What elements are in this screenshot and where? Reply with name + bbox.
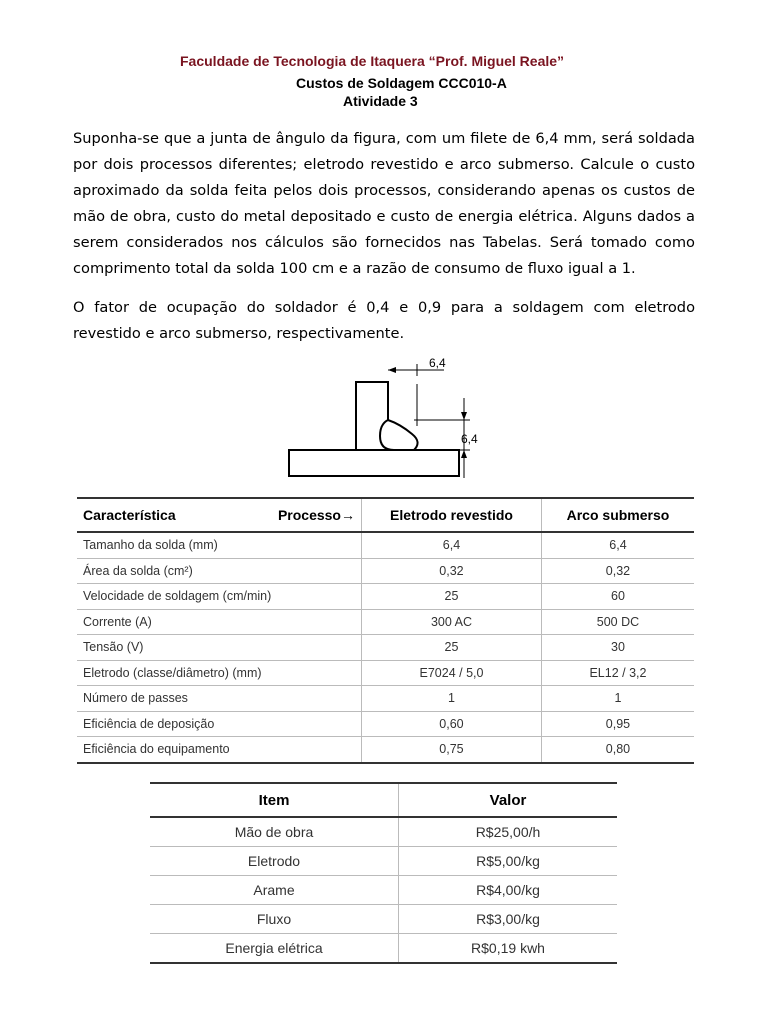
header-process-label: Processo→ xyxy=(277,507,355,523)
header-eletrodo: Eletrodo revestido xyxy=(362,498,542,532)
process-characteristics-table xyxy=(77,497,694,764)
item-value: R$0,19 kwh xyxy=(399,934,618,964)
table-row xyxy=(77,558,694,584)
value-arco: 500 DC xyxy=(541,609,694,635)
value-eletrodo: 25 xyxy=(362,584,542,610)
activity-title: Atividade 3 xyxy=(343,93,418,109)
row-label: Eletrodo (classe/diâmetro) (mm) xyxy=(77,660,362,686)
row-label: Área da solda (cm²) xyxy=(77,558,362,584)
value-arco: 6,4 xyxy=(541,532,694,558)
table-row xyxy=(77,584,694,610)
institution-title: Faculdade de Tecnologia de Itaquera “Prof. Miguel Reale” xyxy=(180,53,565,69)
table-row xyxy=(77,711,694,737)
table-row xyxy=(150,934,617,964)
header-arco: Arco submerso xyxy=(541,498,694,532)
table-row xyxy=(77,660,694,686)
value-eletrodo: 0,60 xyxy=(362,711,542,737)
value-arco: 0,32 xyxy=(541,558,694,584)
problem-paragraph: Suponha-se que a junta de ângulo da figura, com um filete de 6,4 mm, será soldada por dois processos diferentes; eletrodo revestido e arco submerso. Calcule o custo aproximado da solda feita pelos dois processos, considerando apenas os custos de mão de obra, custo do metal depositado e custo de energia elétrica. Alguns dados a serem considerados nos cálculos são fornecidos nas Tabelas. Será tomado como comprimento total da solda 100 cm e a razão de consumo de fluxo igual a 1. xyxy=(73,130,695,277)
row-label: Número de passes xyxy=(77,686,362,712)
occupation-paragraph: O fator de ocupação do soldador é 0,4 e 0,9 para a soldagem com eletrodo revestido e arco submerso, respectivamente. xyxy=(73,299,695,342)
header-item: Item xyxy=(150,783,399,817)
row-label: Eficiência do equipamento xyxy=(77,737,362,763)
table-row xyxy=(150,817,617,847)
base-plate xyxy=(289,450,459,476)
item-value: R$25,00/h xyxy=(399,817,618,847)
header-characteristic-label: Característica xyxy=(83,507,176,523)
table-header-row xyxy=(77,498,694,532)
table-header-row xyxy=(150,783,617,817)
row-label: Eficiência de deposição xyxy=(77,711,362,737)
cost-items-table xyxy=(150,782,617,964)
value-eletrodo: 300 AC xyxy=(362,609,542,635)
table-row xyxy=(150,847,617,876)
row-label: Tensão (V) xyxy=(77,635,362,661)
item-value: R$3,00/kg xyxy=(399,905,618,934)
dim-label-top: 6,4 xyxy=(429,356,446,370)
item-value: R$4,00/kg xyxy=(399,876,618,905)
table-row xyxy=(150,876,617,905)
table-row xyxy=(77,737,694,763)
table-row xyxy=(150,905,617,934)
item-label: Arame xyxy=(150,876,399,905)
row-label: Corrente (A) xyxy=(77,609,362,635)
arrow-top-left xyxy=(388,367,396,373)
value-eletrodo: 1 xyxy=(362,686,542,712)
header-characteristic xyxy=(77,498,362,532)
arrow-side-top xyxy=(461,412,467,420)
arrow-side-bottom xyxy=(461,450,467,458)
item-label: Energia elétrica xyxy=(150,934,399,964)
table-row xyxy=(77,686,694,712)
value-eletrodo: E7024 / 5,0 xyxy=(362,660,542,686)
value-eletrodo: 25 xyxy=(362,635,542,661)
table-row xyxy=(77,635,694,661)
weld-bead xyxy=(380,420,418,450)
dim-label-side: 6,4 xyxy=(461,432,478,446)
value-arco: 0,80 xyxy=(541,737,694,763)
fillet-joint-figure xyxy=(284,354,494,484)
item-label: Fluxo xyxy=(150,905,399,934)
value-arco: 1 xyxy=(541,686,694,712)
row-label: Tamanho da solda (mm) xyxy=(77,532,362,558)
course-title: Custos de Soldagem CCC010-A xyxy=(296,75,507,91)
value-arco: EL12 / 3,2 xyxy=(541,660,694,686)
table-row xyxy=(77,532,694,558)
value-eletrodo: 0,75 xyxy=(362,737,542,763)
value-eletrodo: 6,4 xyxy=(362,532,542,558)
value-arco: 0,95 xyxy=(541,711,694,737)
value-arco: 60 xyxy=(541,584,694,610)
item-value: R$5,00/kg xyxy=(399,847,618,876)
table-row xyxy=(77,609,694,635)
value-eletrodo: 0,32 xyxy=(362,558,542,584)
value-arco: 30 xyxy=(541,635,694,661)
item-label: Mão de obra xyxy=(150,817,399,847)
header-value: Valor xyxy=(399,783,618,817)
row-label: Velocidade de soldagem (cm/min) xyxy=(77,584,362,610)
item-label: Eletrodo xyxy=(150,847,399,876)
